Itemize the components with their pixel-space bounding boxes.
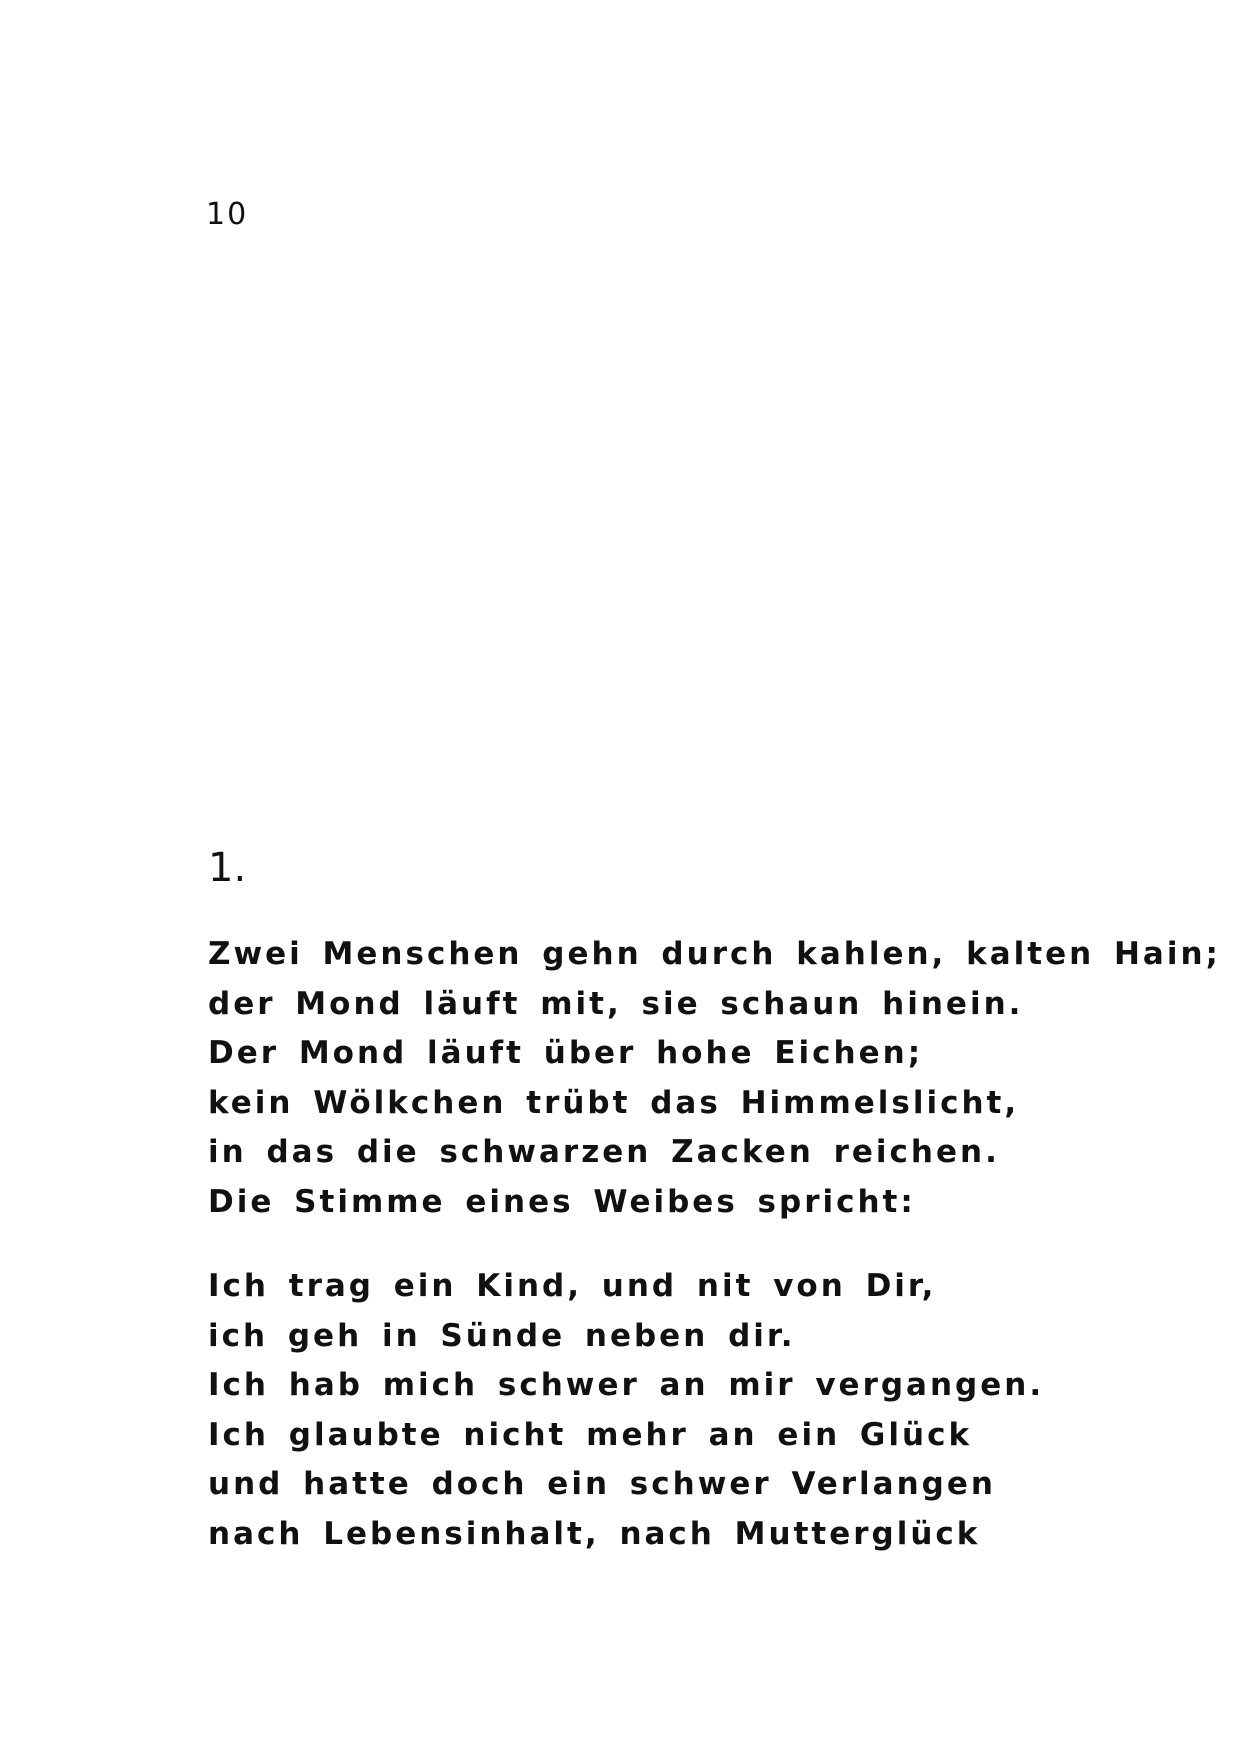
poem-stanza-1	[208, 930, 1221, 1227]
verse-line: der Mond läuft mit, sie schaun hinein.	[208, 985, 1024, 1022]
verse-line: nach Lebensinhalt, nach Mutterglück	[208, 1515, 981, 1552]
verse-line: in das die schwarzen Zacken reichen.	[208, 1134, 1000, 1170]
verse-line: Der Mond läuft über hohe Eichen;	[208, 1035, 924, 1071]
verse-line: Ich trag ein Kind, und nit von Dir,	[208, 1268, 937, 1304]
poem-stanza-2	[208, 1262, 1044, 1559]
verse-line: Ich glaubte nicht mehr an ein Glück	[208, 1416, 973, 1453]
poem-section-number: 1.	[208, 845, 247, 891]
verse-line: ich geh in Sünde neben dir.	[208, 1317, 796, 1354]
verse-line: Die Stimme eines Weibes spricht:	[208, 1183, 916, 1220]
verse-line: und hatte doch ein schwer Verlangen	[208, 1466, 996, 1502]
verse-line: Zwei Menschen gehn durch kahlen, kalten Hain;	[208, 936, 1221, 972]
verse-line: Ich hab mich schwer an mir vergangen.	[208, 1367, 1045, 1403]
page-number: 10	[206, 197, 249, 232]
verse-line: kein Wölkchen trübt das Himmelslicht,	[208, 1084, 1020, 1121]
